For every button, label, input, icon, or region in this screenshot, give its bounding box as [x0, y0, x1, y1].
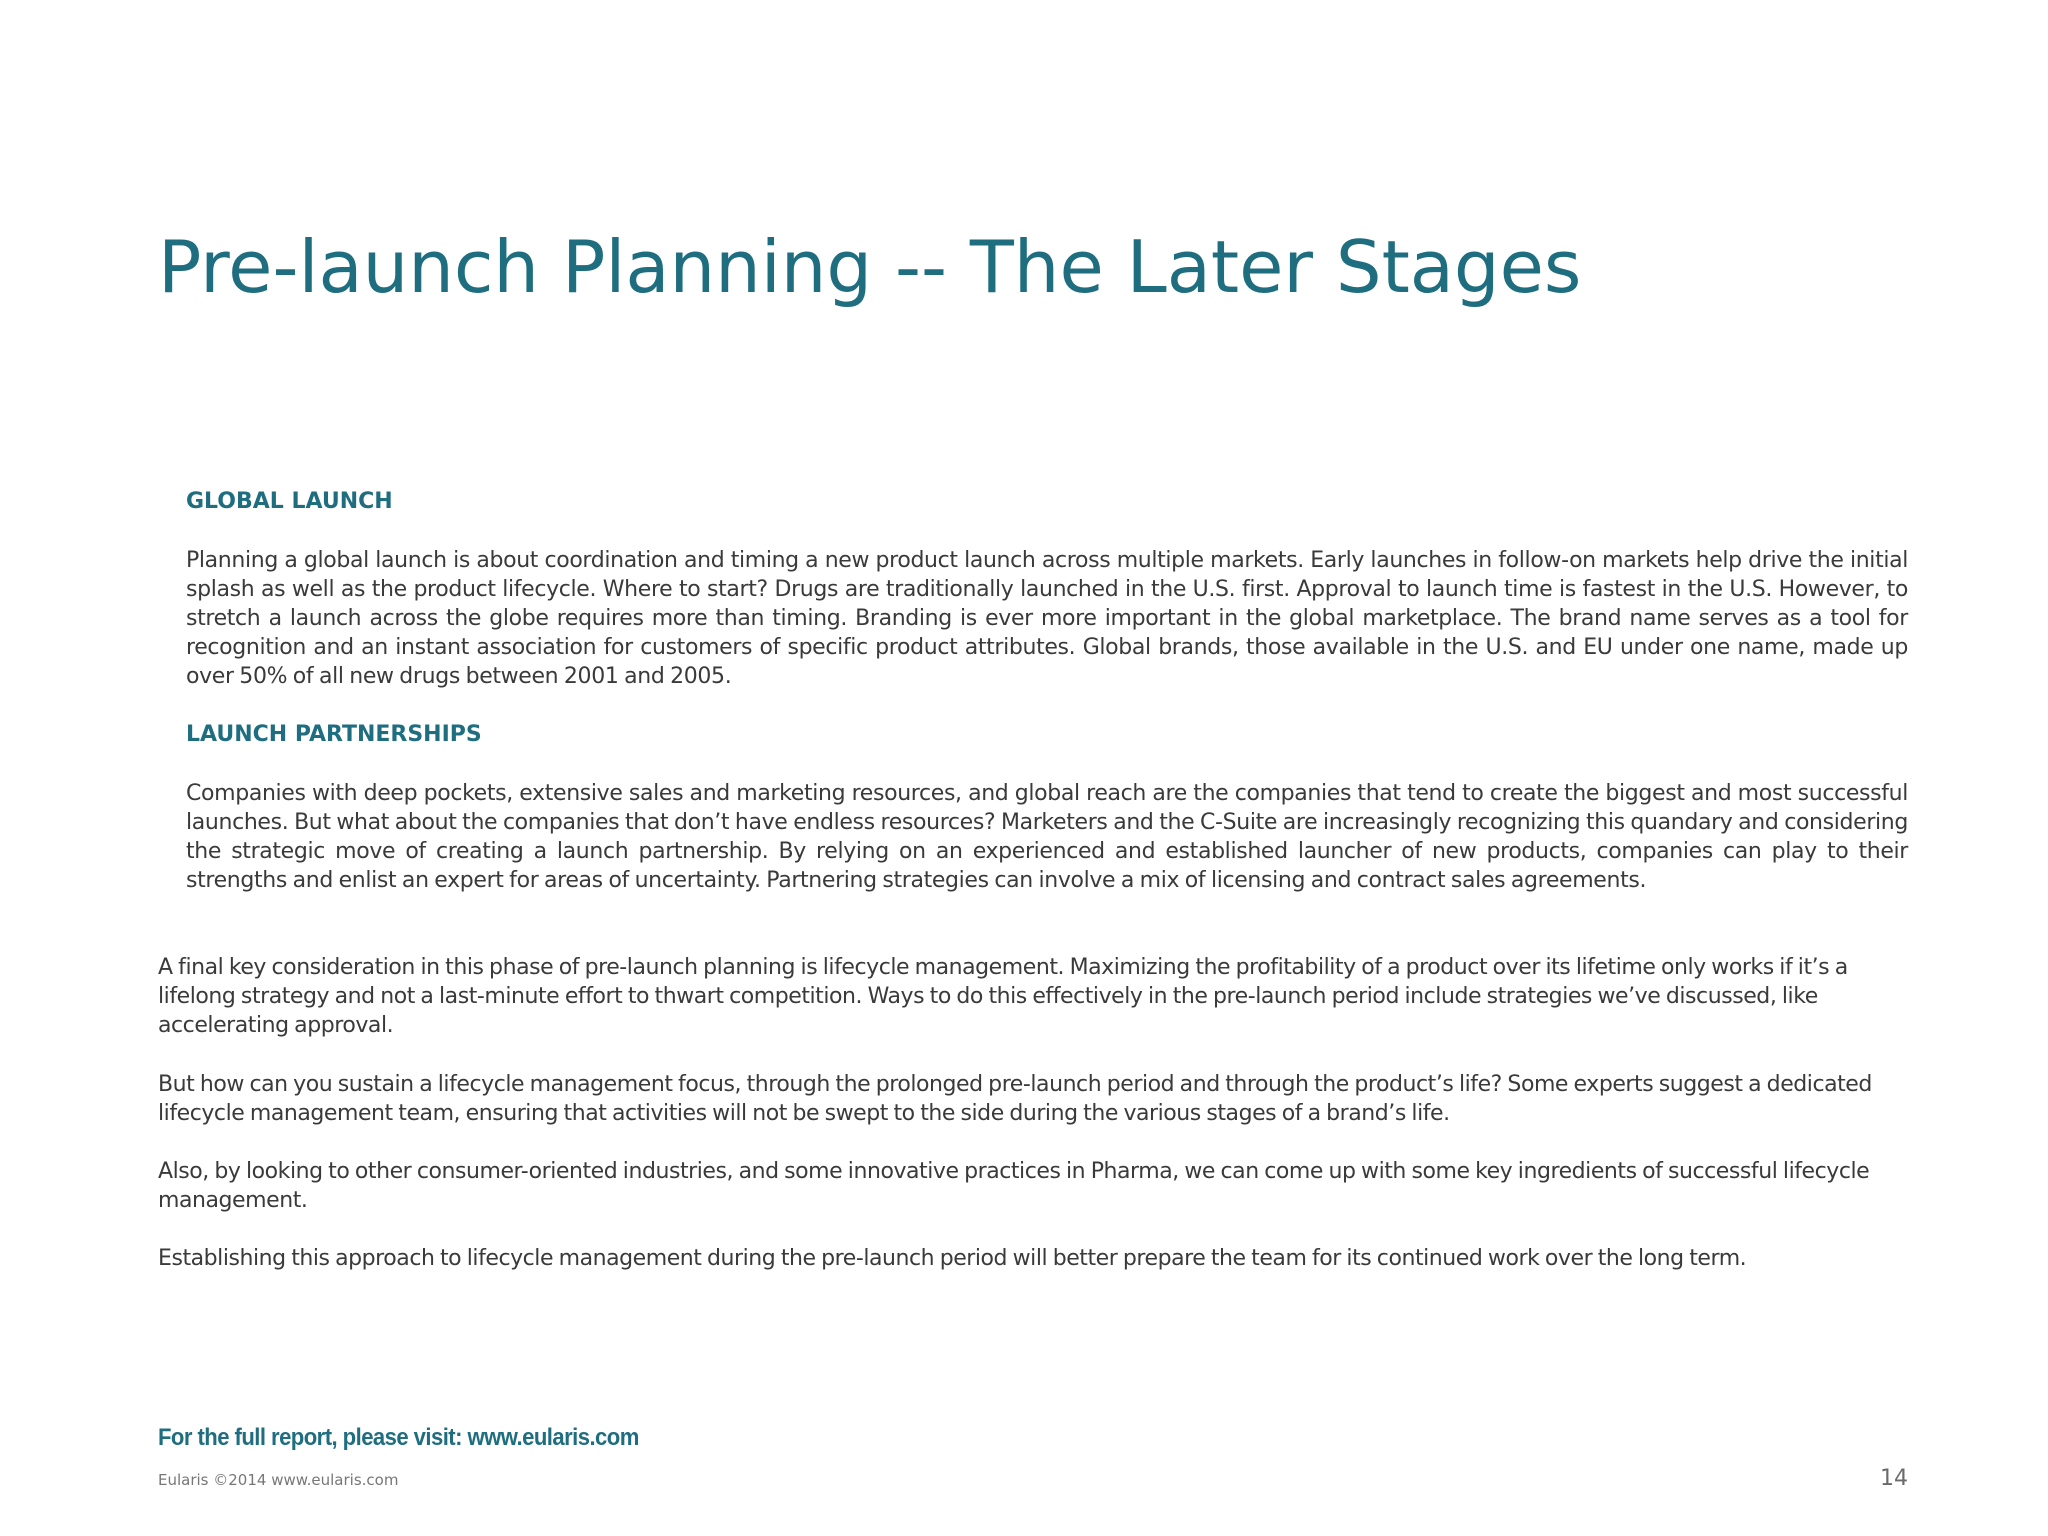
footer-report-link[interactable]: For the full report, please visit: www.eularis.com: [158, 1424, 639, 1451]
section-launch-partnerships: [186, 720, 1908, 895]
page-title: Pre-launch Planning -- The Later Stages: [158, 225, 1582, 309]
section-body: Companies with deep pockets, extensive sales and marketing resources, and global reach are the companies that tend to create the biggest and most successful launches. But what about the companies that don’t have endless resources? Marketers and the C-Suite are increasingly recognizing this quandary and considering the strategic move of creating a launch partnership. By relying on an experienced and established launcher of new products, companies can play to their strengths and enlist an expert for areas of uncertainty. Partnering strategies can involve a mix of licensing and contract sales agreements.: [186, 781, 1908, 893]
section-body: Planning a global launch is about coordination and timing a new product launch across multiple markets. Early launches in follow-on markets help drive the initial splash as well as the product lifecycle. Where to start? Drugs are traditionally launched in the U.S. first. Approval to launch time is fastest in the U.S. However, to stretch a launch across the globe requires more than timing. Branding is ever more important in the global marketplace. The brand name serves as a tool for recognition and an instant association for customers of specific product attributes. Global brands, those available in the U.S. and EU under one name, made up over 50% of all new drugs between 2001 and 2005.: [186, 548, 1908, 689]
body-paragraph: But how can you sustain a lifecycle management focus, through the prolonged pre-launch period and through the product’s life? Some experts suggest a dedicated lifecycle management team, ensuring that activities will not be swept to the side during the various stages of a brand’s life.: [158, 1072, 1872, 1126]
footer-copyright: Eularis ©2014 www.eularis.com: [158, 1471, 399, 1489]
section-global-launch: [186, 487, 1908, 691]
section-heading: GLOBAL LAUNCH: [186, 489, 393, 514]
body-paragraph: A final key consideration in this phase of pre-launch planning is lifecycle management. Maximizing the profitability of a product over its lifetime only works if it’s a lifelong strategy and not a last-minute effort to thwart competition. Ways to do this effectively in the pre-launch period include strategies we’ve discussed, like accelerating approval.: [158, 955, 1848, 1038]
section-heading: LAUNCH PARTNERSHIPS: [186, 722, 482, 747]
page-number: 14: [1880, 1466, 1908, 1491]
body-paragraph: Also, by looking to other consumer-oriented industries, and some innovative practices in Pharma, we can come up with some key ingredients of successful lifecycle management.: [158, 1159, 1870, 1213]
body-paragraph: Establishing this approach to lifecycle management during the pre-launch period will better prepare the team for its continued work over the long term.: [158, 1246, 1747, 1271]
